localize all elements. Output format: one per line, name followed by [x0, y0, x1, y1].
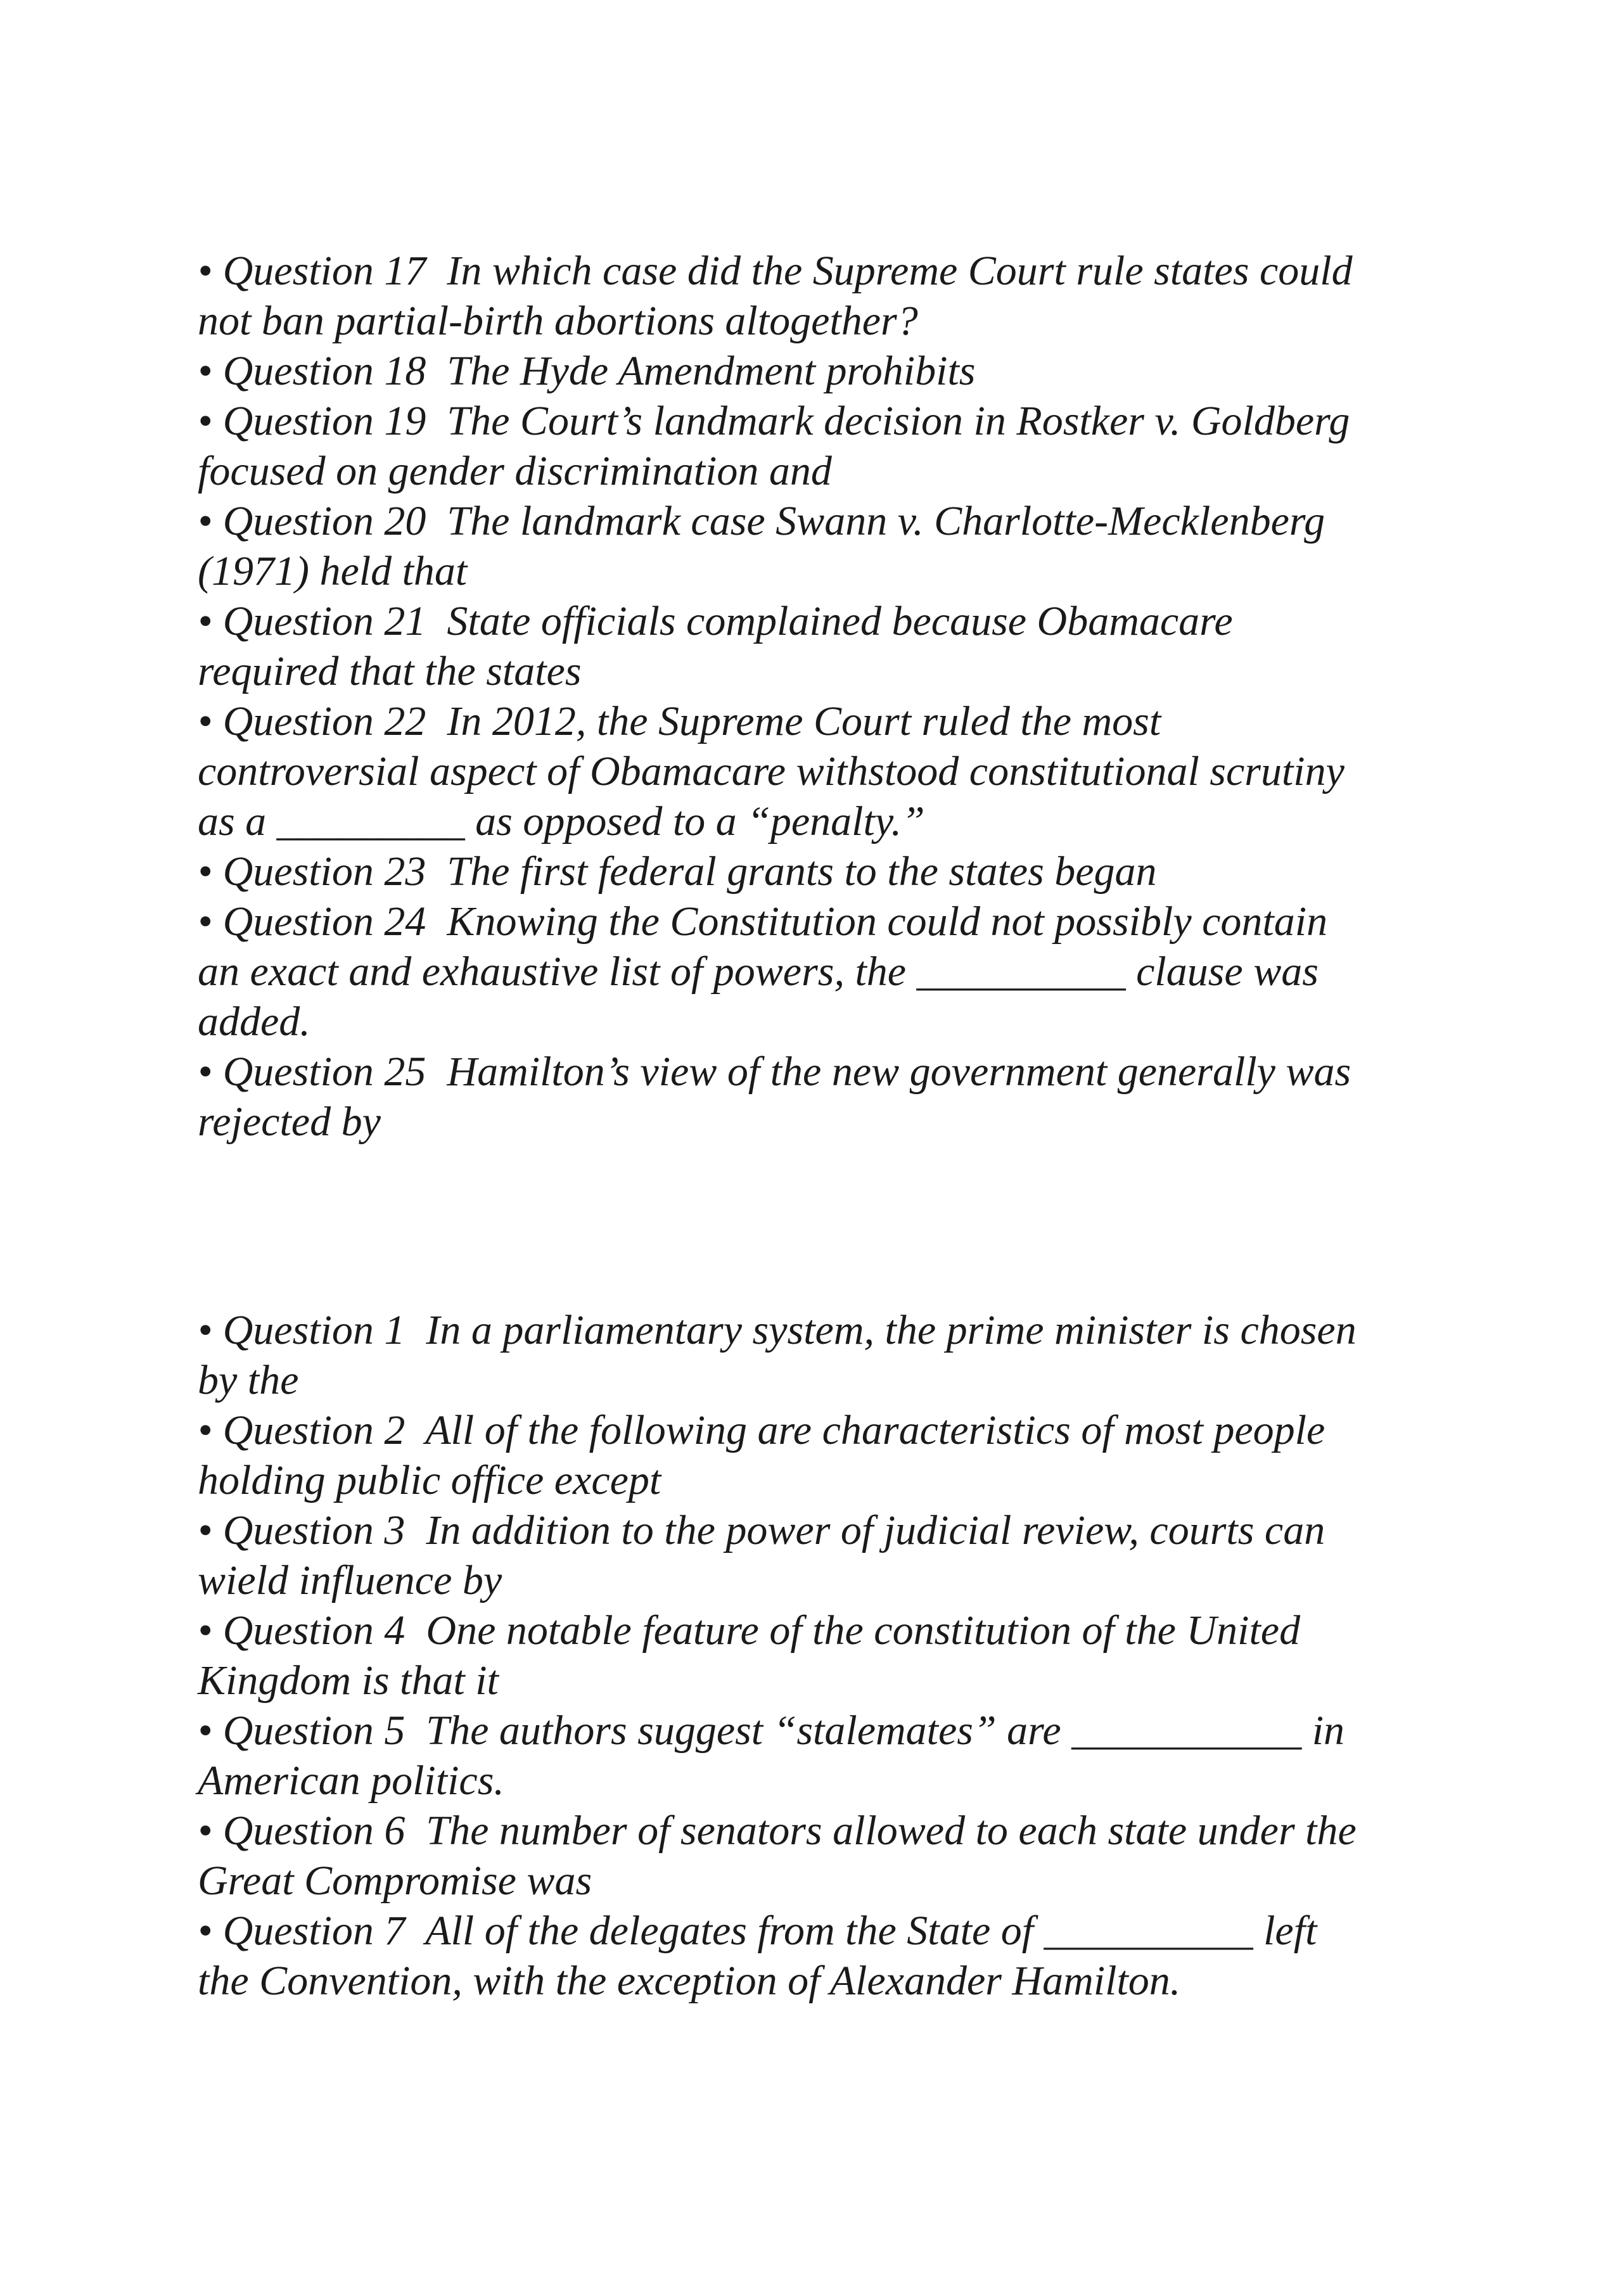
question-20: • Question 20 The landmark case Swann v. Charlotte-Mecklenberg (1971) held that: [198, 498, 1325, 594]
question-5: • Question 5 The authors suggest “stalemates” are ___________ in American politics.: [198, 1707, 1345, 1804]
question-19: • Question 19 The Court’s landmark decision in Rostker v. Goldberg focused on gender discrimination and: [198, 398, 1350, 494]
question-21: • Question 21 State officials complained because Obamacare required that the states: [198, 598, 1233, 694]
question-25: • Question 25 Hamilton’s view of the new government generally was rejected by: [198, 1049, 1351, 1145]
question-7: • Question 7 All of the delegates from the State of __________ left the Convention, with the exception of Alexander Hamilton.: [198, 1908, 1317, 2004]
question-4: • Question 4 One notable feature of the constitution of the United Kingdom is that it: [198, 1607, 1301, 1704]
question-1: • Question 1 In a parliamentary system, the prime minister is chosen by the: [198, 1307, 1357, 1403]
question-24: • Question 24 Knowing the Constitution could not possibly contain an exact and exhaustive list of powers, the __________ clause was added.: [198, 898, 1328, 1045]
question-22: • Question 22 In 2012, the Supreme Court ruled the most controversial aspect of Obamacare withstood constitutional scrutiny as a _________ as opposed to a “penalty.”: [198, 698, 1344, 845]
question-list-section-2: [198, 1305, 1433, 2006]
question-2: • Question 2 All of the following are characteristics of most people holding public office except: [198, 1407, 1325, 1503]
question-list-section-1: [198, 246, 1433, 1147]
question-23: • Question 23 The first federal grants to the states began: [198, 848, 1157, 895]
question-3: • Question 3 In addition to the power of judicial review, courts can wield influence by: [198, 1507, 1325, 1604]
question-17: • Question 17 In which case did the Supreme Court rule states could not ban partial-birth abortions altogether?: [198, 248, 1353, 344]
question-6: • Question 6 The number of senators allowed to each state under the Great Compromise was: [198, 1808, 1357, 1904]
question-18: • Question 18 The Hyde Amendment prohibits: [198, 348, 976, 394]
